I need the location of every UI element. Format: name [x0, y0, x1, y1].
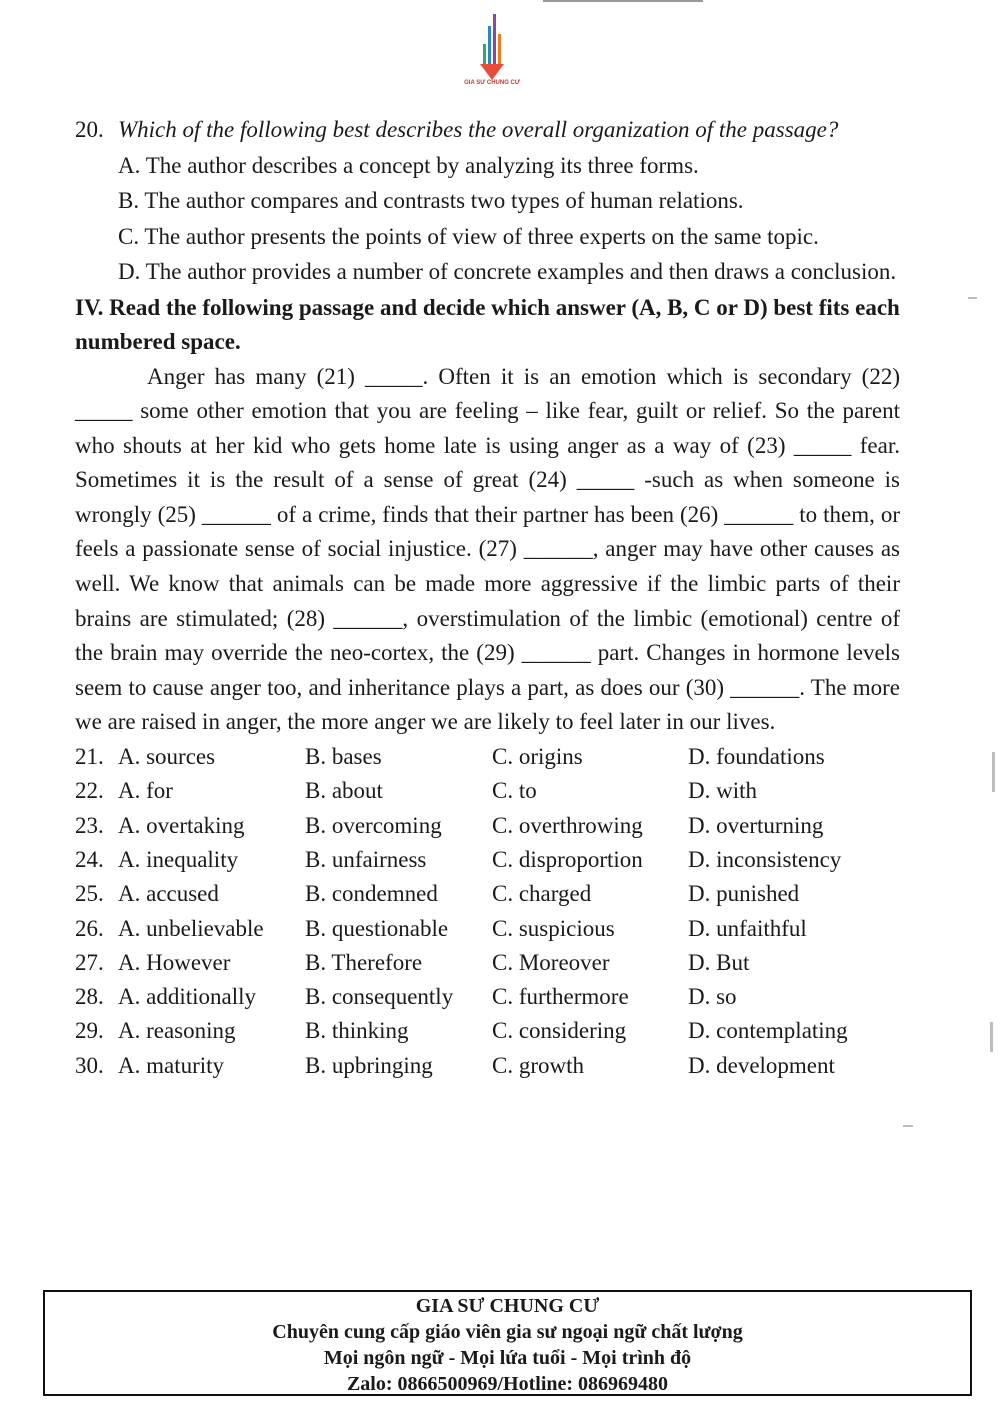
- option-c: C. The author presents the points of view of three experts on the same topic.: [118, 223, 819, 249]
- section-heading: IV. Read the following passage and decide which answer (A, B, C or D) best fits each numbered space.: [75, 294, 900, 354]
- footer-brand: GIA SƯ CHUNG CƯ: [415, 1295, 600, 1317]
- option-d: D. The author provides a number of concrete examples and then draws a conclusion.: [118, 259, 897, 284]
- question-number: 20.: [75, 117, 104, 142]
- answer-number: 29.: [75, 1018, 104, 1044]
- answer-choice-b: B. bases: [305, 744, 382, 770]
- option-a: A. The author describes a concept by analyzing its three forms.: [118, 152, 699, 178]
- answer-number: 24.: [75, 846, 104, 872]
- answer-choice-d: D. punished: [688, 881, 800, 907]
- answer-choice-b: B. unfairness: [305, 846, 427, 872]
- answer-choice-b: B. consequently: [305, 984, 454, 1010]
- answer-number: 28.: [75, 984, 104, 1010]
- answer-choice-d: D. development: [688, 1052, 835, 1078]
- question-stem: Which of the following best describes the overall organization of the passage?: [118, 117, 839, 142]
- answer-choice-b: B. upbringing: [305, 1052, 433, 1078]
- answer-row: [75, 877, 900, 911]
- pencil-tip: [480, 64, 504, 80]
- scan-mark: [903, 1125, 913, 1127]
- answer-choice-c: C. suspicious: [492, 915, 615, 941]
- logo-bar-2: [488, 26, 491, 64]
- answer-choice-b: B. Therefore: [305, 949, 423, 975]
- answer-row: [75, 980, 900, 1014]
- answer-row: [75, 843, 900, 877]
- answer-choice-d: D. contemplating: [688, 1018, 848, 1044]
- answer-choice-a: A. for: [118, 778, 173, 804]
- answer-number: 27.: [75, 949, 104, 975]
- answer-choice-d: D. But: [688, 949, 750, 975]
- answer-choice-d: D. so: [688, 984, 737, 1010]
- answer-choice-b: B. overcoming: [305, 812, 442, 838]
- scan-mark: [968, 297, 977, 299]
- answer-choice-b: B. condemned: [305, 881, 438, 907]
- answer-number: 30.: [75, 1052, 104, 1078]
- answer-choice-d: D. foundations: [688, 744, 825, 770]
- scan-mark: [992, 752, 995, 792]
- answer-choice-a: A. However: [118, 949, 231, 975]
- answer-options-table: [75, 740, 900, 1083]
- logo-bar-3: [493, 14, 496, 64]
- answer-choice-a: A. overtaking: [118, 812, 245, 838]
- answer-choice-b: B. about: [305, 778, 383, 804]
- logo-brand-text: GIA SƯ CHUNG CƯ: [464, 80, 520, 86]
- answer-choice-c: C. to: [492, 778, 537, 804]
- logo-bar-4: [498, 34, 501, 64]
- answer-choice-c: C. charged: [492, 881, 592, 907]
- scan-mark: [990, 1022, 993, 1052]
- answer-choice-b: B. questionable: [305, 915, 449, 941]
- footer-contact: Zalo: 0866500969/Hotline: 086969480: [346, 1373, 669, 1395]
- answer-choice-d: D. overturning: [688, 812, 824, 838]
- answer-choice-d: D. inconsistency: [688, 846, 842, 872]
- question-20: [75, 112, 900, 290]
- answer-row: [75, 1049, 900, 1083]
- answer-choice-c: C. Moreover: [492, 949, 610, 975]
- footer-advert-box: [43, 1290, 972, 1396]
- answer-row: [75, 809, 900, 843]
- answer-row: [75, 774, 900, 808]
- answer-choice-c: C. furthermore: [492, 984, 629, 1010]
- question-20-stem-row: [75, 112, 900, 148]
- answer-number: 22.: [75, 778, 104, 804]
- answer-row: [75, 946, 900, 980]
- answer-number: 21.: [75, 744, 104, 770]
- answer-choice-d: D. with: [688, 778, 757, 804]
- worksheet-content: [75, 112, 900, 1083]
- pencil-chart-icon: [472, 12, 512, 82]
- answer-choice-a: A. accused: [118, 881, 219, 907]
- reading-passage: [75, 360, 900, 741]
- answer-row: [75, 740, 900, 774]
- answer-choice-c: C. origins: [492, 744, 583, 770]
- answer-choice-d: D. unfaithful: [688, 915, 807, 941]
- answer-choice-a: A. additionally: [118, 984, 256, 1010]
- top-rule: [543, 0, 703, 2]
- answer-choice-a: A. inequality: [118, 846, 239, 872]
- answer-choice-a: A. unbelievable: [118, 915, 264, 941]
- answer-choice-a: A. sources: [118, 744, 216, 770]
- answer-choice-c: C. considering: [492, 1018, 627, 1044]
- passage-text: Anger has many (21) _____. Often it is an emotion which is secondary (22) _____ some other emotion that you are feeling – like fear, guilt or relief. So the parent who shouts at her kid who gets home late is using anger as a way of (23) _____ fear. Sometimes it is the result of a sense of great (24) _____ -such as when someone is wrongly (25) ______ of a crime, finds that their partner has been (26) ______ to them, or feels a passionate sense of social injustice. (27) ______, anger may have other causes as well. We know that animals can be made more aggressive if the limbic parts of their brains are stimulated; (28) ______, overstimulation of the limbic (emotional) centre of the brain may override the neo-cortex, the (29) ______ part. Changes in hormone levels seem to cause anger too, and inheritance plays a part, as does our (30) ______. The more we are raised in anger, the more anger we are likely to feel later in our lives.: [75, 363, 900, 735]
- answer-row: [75, 912, 900, 946]
- answer-choice-a: A. reasoning: [118, 1018, 236, 1044]
- option-b: B. The author compares and contrasts two types of human relations.: [118, 188, 744, 213]
- footer-tagline: Chuyên cung cấp giáo viên gia sư ngoại ngữ chất lượng: [272, 1321, 743, 1343]
- logo-bar-1: [483, 44, 486, 64]
- answer-row: [75, 1014, 900, 1048]
- answer-number: 23.: [75, 812, 104, 838]
- answer-choice-c: C. growth: [492, 1052, 584, 1078]
- answer-choice-a: A. maturity: [118, 1052, 225, 1078]
- answer-choice-c: C. disproportion: [492, 846, 643, 872]
- answer-choice-b: B. thinking: [305, 1018, 409, 1044]
- footer-slogan: Mọi ngôn ngữ - Mọi lứa tuổi - Mọi trình độ: [323, 1347, 692, 1369]
- brand-logo: [462, 12, 522, 98]
- answer-choice-c: C. overthrowing: [492, 812, 643, 838]
- answer-number: 26.: [75, 915, 104, 941]
- answer-number: 25.: [75, 881, 104, 907]
